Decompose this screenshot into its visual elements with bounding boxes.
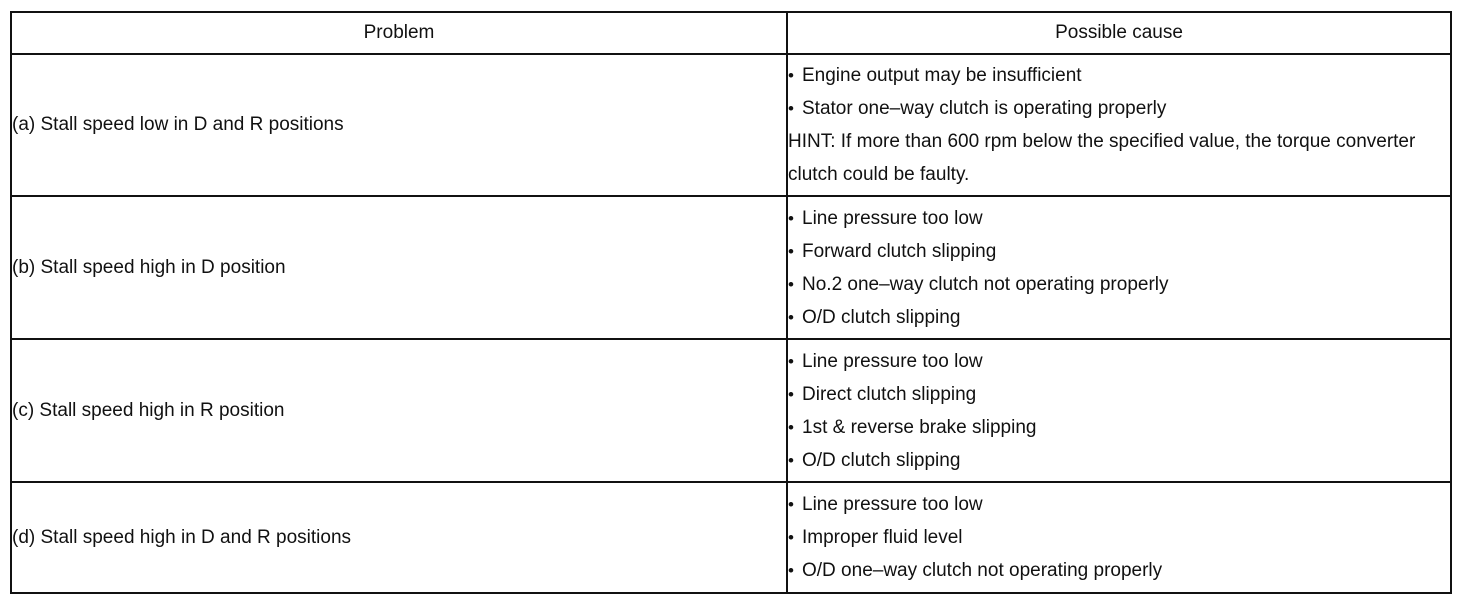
cause-item (788, 444, 1450, 477)
table-row (11, 339, 1451, 482)
bullet-icon: • (788, 274, 794, 294)
cause-text: Engine output may be insufficient (802, 65, 1082, 86)
cause-cell (787, 482, 1451, 593)
cause-item (788, 521, 1450, 554)
cause-text: O/D clutch slipping (802, 306, 961, 328)
problem-cell: (b) Stall speed high in D position (11, 196, 787, 339)
bullet-icon: • (788, 351, 794, 371)
bullet-icon: • (788, 495, 794, 514)
cause-cell (787, 196, 1451, 339)
bullet-icon: • (788, 307, 794, 327)
cause-item (788, 59, 1450, 92)
problem-cell: (c) Stall speed high in R position (11, 339, 787, 482)
bullet-icon: • (788, 417, 794, 437)
bullet-icon: • (788, 66, 794, 85)
header-row (11, 12, 1451, 54)
cause-item (788, 488, 1450, 521)
cause-text: Line pressure too low (802, 207, 983, 229)
cause-item (788, 345, 1450, 378)
problem-cell: (a) Stall speed low in D and R positions (11, 54, 787, 196)
cause-item (788, 92, 1450, 125)
cause-item (788, 235, 1450, 268)
cause-item (788, 301, 1450, 334)
cause-text: Improper fluid level (802, 527, 963, 548)
header-problem: Problem (11, 12, 787, 54)
bullet-icon: • (788, 99, 794, 118)
cause-item (788, 378, 1450, 411)
table-row (11, 482, 1451, 593)
problem-cell: (d) Stall speed high in D and R positions (11, 482, 787, 593)
cause-cell (787, 339, 1451, 482)
cause-cell (787, 54, 1451, 196)
cause-text: O/D clutch slipping (802, 449, 961, 471)
bullet-icon: • (788, 561, 794, 580)
hint-text: HINT: If more than 600 rpm below the specified value, the torque converter clutch could be faulty. (788, 131, 1416, 185)
cause-text: O/D one–way clutch not operating properly (802, 560, 1163, 581)
cause-item (788, 554, 1450, 587)
bullet-icon: • (788, 450, 794, 470)
cause-text: Forward clutch slipping (802, 240, 997, 262)
cause-item (788, 411, 1450, 444)
cause-text: Direct clutch slipping (802, 383, 977, 405)
cause-text: Stator one–way clutch is operating properly (802, 98, 1167, 119)
cause-text: No.2 one–way clutch not operating properly (802, 273, 1169, 295)
bullet-icon: • (788, 208, 794, 228)
cause-item (788, 268, 1450, 301)
bullet-icon: • (788, 241, 794, 261)
cause-text: 1st & reverse brake slipping (802, 416, 1037, 438)
cause-text: Line pressure too low (802, 494, 983, 515)
bullet-icon: • (788, 384, 794, 404)
cause-item (788, 202, 1450, 235)
cause-text: Line pressure too low (802, 350, 983, 372)
table-row (11, 196, 1451, 339)
bullet-icon: • (788, 528, 794, 547)
header-possible-cause: Possible cause (787, 12, 1451, 54)
stall-test-table (10, 11, 1452, 594)
table-row (11, 54, 1451, 196)
